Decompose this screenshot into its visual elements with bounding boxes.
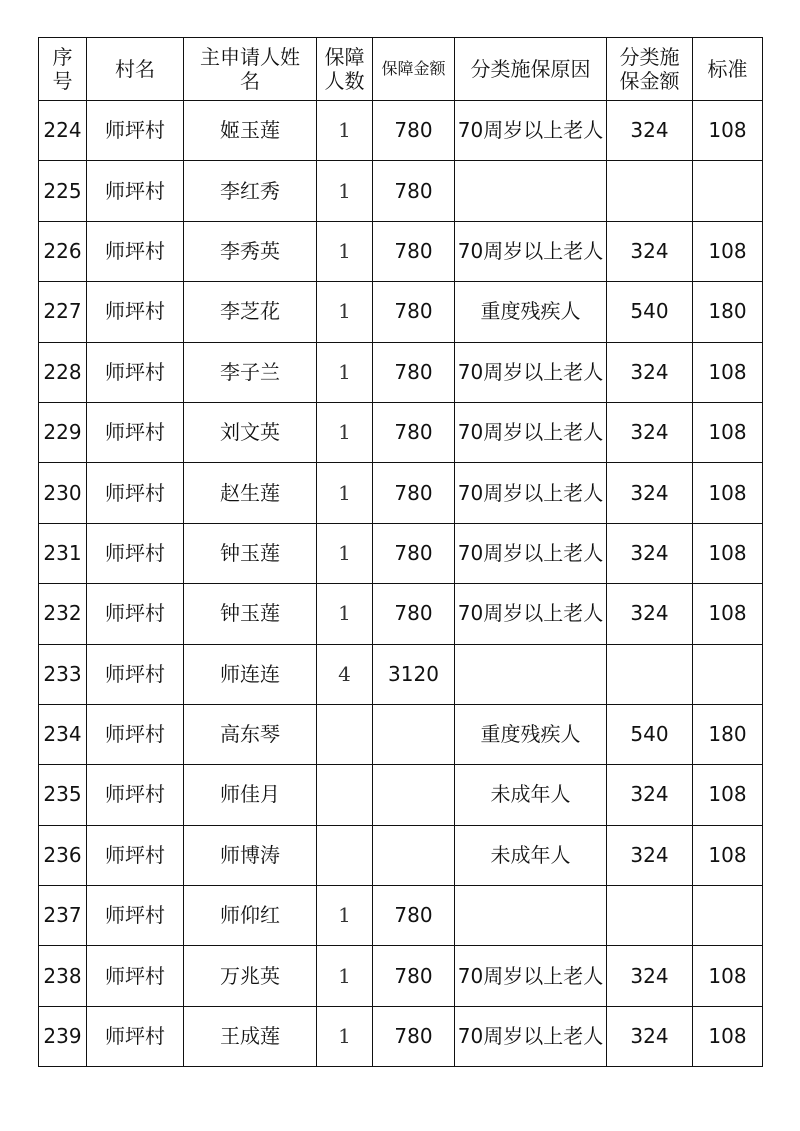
cell-village: 师坪村 xyxy=(87,704,184,764)
cell-applicant-name: 李秀英 xyxy=(184,221,317,281)
cell-seq: 226 xyxy=(39,221,87,281)
cell-applicant-name: 钟玉莲 xyxy=(184,523,317,583)
cell-reason xyxy=(455,886,607,946)
cell-reason: 重度残疾人 xyxy=(455,282,607,342)
cell-applicant-name: 钟玉莲 xyxy=(184,584,317,644)
cell-persons: 1 xyxy=(317,282,373,342)
cell-standard: 108 xyxy=(693,342,763,402)
table-row xyxy=(39,584,763,644)
cell-reason: 70周岁以上老人 xyxy=(455,463,607,523)
cell-persons xyxy=(317,704,373,764)
cell-amount xyxy=(373,825,455,885)
assistance-table xyxy=(38,37,763,1067)
cell-persons: 1 xyxy=(317,463,373,523)
table-row xyxy=(39,101,763,161)
cell-class-amount: 324 xyxy=(607,342,693,402)
cell-seq: 225 xyxy=(39,161,87,221)
cell-seq: 232 xyxy=(39,584,87,644)
cell-class-amount: 324 xyxy=(607,825,693,885)
cell-class-amount: 324 xyxy=(607,1006,693,1066)
cell-applicant-name: 李红秀 xyxy=(184,161,317,221)
header-persons: 保障人数 xyxy=(317,38,373,101)
cell-village: 师坪村 xyxy=(87,523,184,583)
cell-amount: 780 xyxy=(373,101,455,161)
cell-persons: 4 xyxy=(317,644,373,704)
cell-standard: 108 xyxy=(693,1006,763,1066)
cell-seq: 231 xyxy=(39,523,87,583)
cell-seq: 227 xyxy=(39,282,87,342)
cell-reason: 70周岁以上老人 xyxy=(455,402,607,462)
cell-persons: 1 xyxy=(317,221,373,281)
cell-reason: 重度残疾人 xyxy=(455,704,607,764)
cell-persons xyxy=(317,825,373,885)
cell-village: 师坪村 xyxy=(87,101,184,161)
cell-standard xyxy=(693,161,763,221)
cell-applicant-name: 高东琴 xyxy=(184,704,317,764)
cell-seq: 234 xyxy=(39,704,87,764)
cell-standard: 108 xyxy=(693,765,763,825)
table-row xyxy=(39,161,763,221)
header-seq: 序号 xyxy=(39,38,87,101)
cell-persons: 1 xyxy=(317,402,373,462)
cell-seq: 238 xyxy=(39,946,87,1006)
cell-class-amount: 324 xyxy=(607,584,693,644)
cell-reason: 未成年人 xyxy=(455,765,607,825)
cell-seq: 235 xyxy=(39,765,87,825)
table-row xyxy=(39,1006,763,1066)
cell-reason: 70周岁以上老人 xyxy=(455,523,607,583)
cell-applicant-name: 师博涛 xyxy=(184,825,317,885)
cell-class-amount xyxy=(607,161,693,221)
cell-seq: 224 xyxy=(39,101,87,161)
cell-persons: 1 xyxy=(317,946,373,1006)
cell-amount xyxy=(373,765,455,825)
cell-amount: 780 xyxy=(373,886,455,946)
cell-seq: 239 xyxy=(39,1006,87,1066)
cell-standard: 108 xyxy=(693,463,763,523)
cell-amount: 780 xyxy=(373,463,455,523)
cell-village: 师坪村 xyxy=(87,282,184,342)
cell-seq: 228 xyxy=(39,342,87,402)
cell-amount: 3120 xyxy=(373,644,455,704)
table-row xyxy=(39,704,763,764)
cell-amount: 780 xyxy=(373,1006,455,1066)
table-row xyxy=(39,946,763,1006)
cell-applicant-name: 师仰红 xyxy=(184,886,317,946)
cell-class-amount: 324 xyxy=(607,221,693,281)
cell-village: 师坪村 xyxy=(87,402,184,462)
cell-amount: 780 xyxy=(373,342,455,402)
cell-persons: 1 xyxy=(317,342,373,402)
cell-amount xyxy=(373,704,455,764)
cell-class-amount: 324 xyxy=(607,946,693,1006)
cell-reason: 未成年人 xyxy=(455,825,607,885)
cell-standard: 108 xyxy=(693,402,763,462)
cell-class-amount: 324 xyxy=(607,463,693,523)
cell-seq: 233 xyxy=(39,644,87,704)
cell-seq: 236 xyxy=(39,825,87,885)
header-amount: 保障金额 xyxy=(373,38,455,101)
cell-standard: 108 xyxy=(693,101,763,161)
cell-seq: 229 xyxy=(39,402,87,462)
header-class-amount: 分类施保金额 xyxy=(607,38,693,101)
cell-village: 师坪村 xyxy=(87,221,184,281)
cell-persons: 1 xyxy=(317,886,373,946)
cell-class-amount: 324 xyxy=(607,402,693,462)
cell-standard: 180 xyxy=(693,282,763,342)
cell-applicant-name: 万兆英 xyxy=(184,946,317,1006)
table-row xyxy=(39,765,763,825)
cell-seq: 237 xyxy=(39,886,87,946)
cell-standard: 180 xyxy=(693,704,763,764)
cell-reason: 70周岁以上老人 xyxy=(455,221,607,281)
cell-reason: 70周岁以上老人 xyxy=(455,101,607,161)
cell-persons: 1 xyxy=(317,523,373,583)
cell-village: 师坪村 xyxy=(87,342,184,402)
cell-village: 师坪村 xyxy=(87,584,184,644)
header-row xyxy=(39,38,763,101)
table-row xyxy=(39,825,763,885)
cell-village: 师坪村 xyxy=(87,161,184,221)
cell-village: 师坪村 xyxy=(87,1006,184,1066)
cell-amount: 780 xyxy=(373,221,455,281)
cell-persons: 1 xyxy=(317,161,373,221)
table-row xyxy=(39,221,763,281)
cell-standard: 108 xyxy=(693,946,763,1006)
cell-reason: 70周岁以上老人 xyxy=(455,342,607,402)
cell-applicant-name: 师连连 xyxy=(184,644,317,704)
cell-standard xyxy=(693,644,763,704)
cell-village: 师坪村 xyxy=(87,886,184,946)
cell-seq: 230 xyxy=(39,463,87,523)
cell-village: 师坪村 xyxy=(87,463,184,523)
cell-persons: 1 xyxy=(317,584,373,644)
table-row xyxy=(39,463,763,523)
cell-applicant-name: 刘文英 xyxy=(184,402,317,462)
table-row xyxy=(39,402,763,462)
cell-village: 师坪村 xyxy=(87,644,184,704)
cell-reason: 70周岁以上老人 xyxy=(455,946,607,1006)
cell-standard: 108 xyxy=(693,523,763,583)
cell-standard xyxy=(693,886,763,946)
cell-class-amount: 324 xyxy=(607,101,693,161)
cell-standard: 108 xyxy=(693,221,763,281)
cell-applicant-name: 姬玉莲 xyxy=(184,101,317,161)
table-row xyxy=(39,342,763,402)
table-row xyxy=(39,644,763,704)
cell-amount: 780 xyxy=(373,161,455,221)
cell-applicant-name: 李子兰 xyxy=(184,342,317,402)
header-reason: 分类施保原因 xyxy=(455,38,607,101)
cell-amount: 780 xyxy=(373,946,455,1006)
header-standard: 标准 xyxy=(693,38,763,101)
cell-standard: 108 xyxy=(693,825,763,885)
cell-class-amount xyxy=(607,644,693,704)
table-row xyxy=(39,282,763,342)
cell-standard: 108 xyxy=(693,584,763,644)
cell-class-amount: 324 xyxy=(607,523,693,583)
cell-class-amount xyxy=(607,886,693,946)
cell-village: 师坪村 xyxy=(87,825,184,885)
table-row xyxy=(39,886,763,946)
cell-persons xyxy=(317,765,373,825)
table-row xyxy=(39,523,763,583)
cell-persons: 1 xyxy=(317,1006,373,1066)
cell-class-amount: 540 xyxy=(607,704,693,764)
cell-village: 师坪村 xyxy=(87,946,184,1006)
cell-amount: 780 xyxy=(373,402,455,462)
cell-applicant-name: 师佳月 xyxy=(184,765,317,825)
cell-amount: 780 xyxy=(373,584,455,644)
cell-applicant-name: 李芝花 xyxy=(184,282,317,342)
cell-applicant-name: 赵生莲 xyxy=(184,463,317,523)
cell-reason: 70周岁以上老人 xyxy=(455,584,607,644)
cell-village: 师坪村 xyxy=(87,765,184,825)
header-village: 村名 xyxy=(87,38,184,101)
cell-reason: 70周岁以上老人 xyxy=(455,1006,607,1066)
cell-amount: 780 xyxy=(373,282,455,342)
header-applicant: 主申请人姓名 xyxy=(184,38,317,101)
cell-persons: 1 xyxy=(317,101,373,161)
cell-reason xyxy=(455,161,607,221)
cell-class-amount: 324 xyxy=(607,765,693,825)
cell-class-amount: 540 xyxy=(607,282,693,342)
cell-reason xyxy=(455,644,607,704)
cell-amount: 780 xyxy=(373,523,455,583)
cell-applicant-name: 王成莲 xyxy=(184,1006,317,1066)
